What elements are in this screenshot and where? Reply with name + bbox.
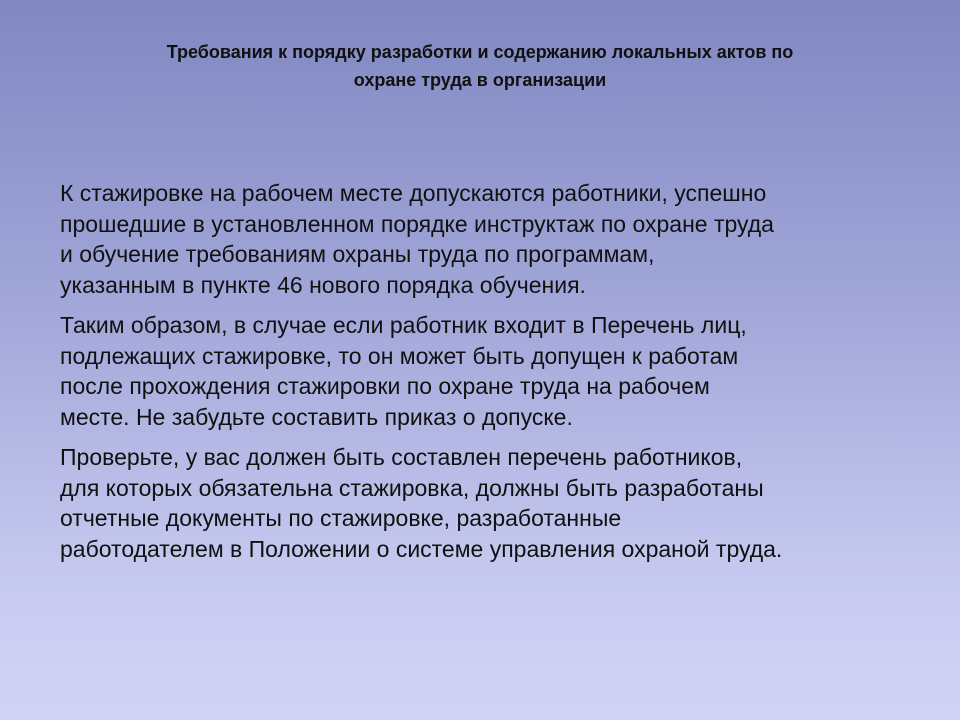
paragraph [60,178,920,300]
text-line: работодателем в Положении о системе управления охраной труда. [60,535,783,562]
title-line: Требования к порядку разработки и содержанию локальных актов по [166,42,794,62]
text-line: отчетные документы по стажировке, разработанные [60,505,622,531]
text-line: указанным в пункте 46 нового порядка обучения. [60,271,586,298]
slide-title [80,38,880,94]
title-line: охране труда в организации [353,70,607,90]
text-line: для которых обязательна стажировка, должны быть разработаны [60,474,764,501]
text-line: месте. Не забудьте составить приказ о допуске. [60,403,573,430]
text-line: подлежащих стажировке, то он может быть допущен к работам [60,342,739,369]
paragraph [60,310,920,432]
text-line: после прохождения стажировки по охране труда на рабочем [60,373,710,399]
slide-body [60,178,920,574]
text-line: Таким образом, в случае если работник входит в Перечень лиц, [60,312,747,338]
text-line: и обучение требованиям охраны труда по программам, [60,241,655,267]
paragraph [60,442,920,564]
text-line: Проверьте, у вас должен быть составлен перечень работников, [60,444,743,470]
text-line: К стажировке на рабочем месте допускаются работники, успешно [60,180,767,206]
text-line: прошедшие в установленном порядке инструктаж по охране труда [60,210,774,237]
